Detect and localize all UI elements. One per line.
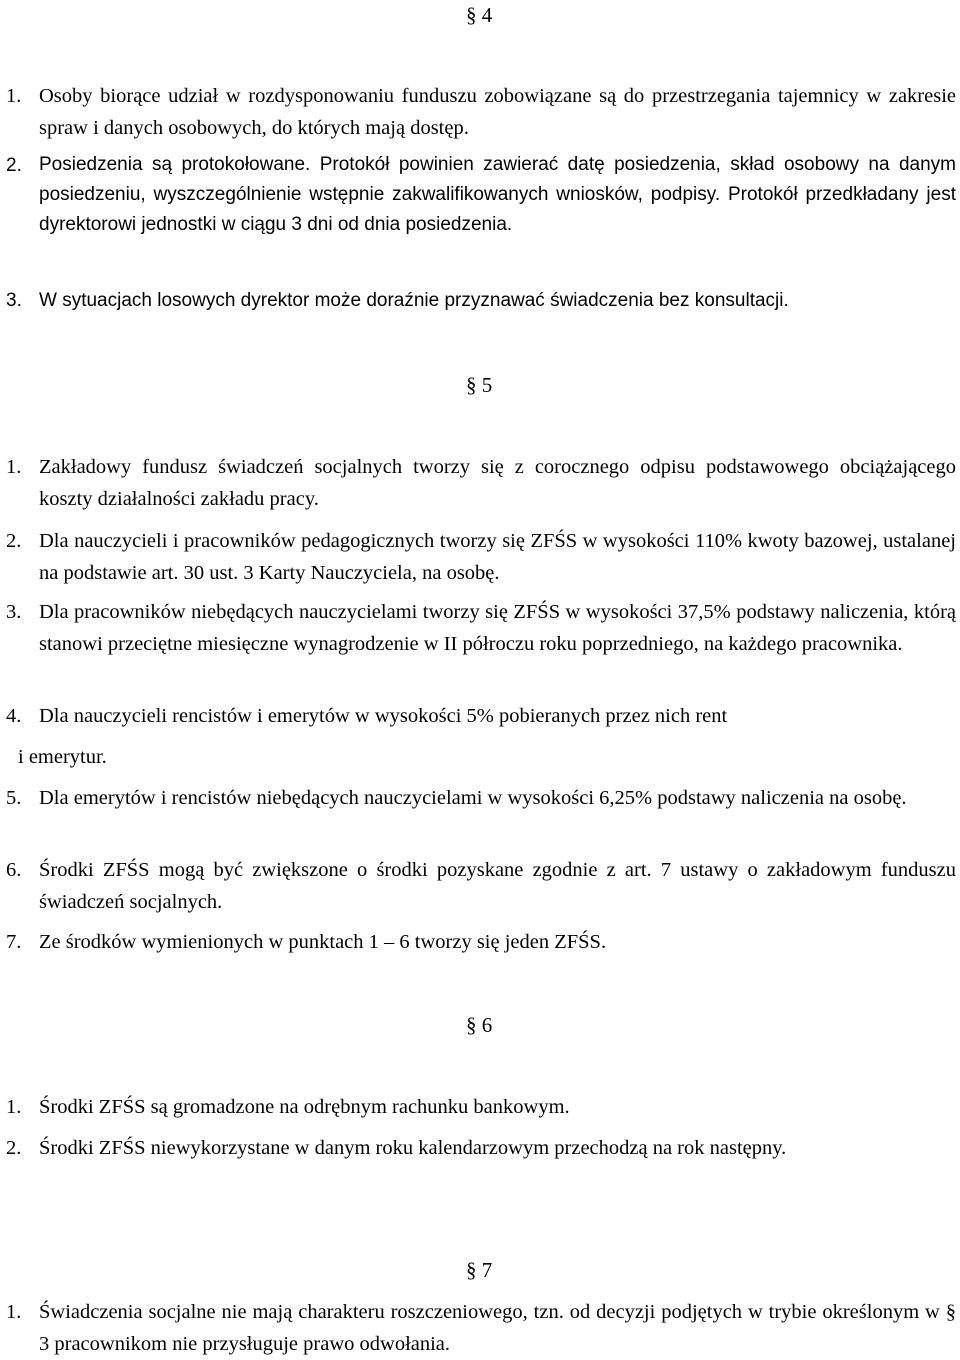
item-number: 1. [6, 456, 22, 478]
item-text: Środki ZFŚS niewykorzystane w danym roku kalendarzowym przechodzą na rok następny. [39, 1137, 787, 1159]
item-text: Osoby biorące udział w rozdysponowaniu funduszu zobowiązane są do przestrzegania tajemnicy w zakresie spraw i danych osobowych, do których mają dostęp. [39, 85, 956, 139]
list-item [6, 451, 956, 515]
item-text: Posiedzenia są protokołowane. Protokół powinien zawierać datę posiedzenia, skład osobowy na danym posiedzeniu, wyszczególnienie wstępnie zakwalifikowanych wniosków, podpisy. Protokół przedkładany jest dyrektorowi jednostki w ciągu 3 dni od dnia posiedzenia. [39, 154, 956, 235]
list-item [6, 80, 956, 144]
list-item [6, 1132, 956, 1164]
section-heading: § 7 [466, 1258, 493, 1282]
item-text: Zakładowy fundusz świadczeń socjalnych tworzy się z corocznego odpisu podstawowego obciążającego koszty działalności zakładu pracy. [39, 456, 956, 510]
item-text: i emerytur. [18, 746, 107, 768]
item-text: Środki ZFŚS mogą być zwiększone o środki pozyskane zgodnie z art. 7 ustawy o zakładowym funduszu świadczeń socjalnych. [39, 859, 956, 913]
item-number: 1. [6, 85, 22, 107]
section-heading: § 5 [466, 373, 493, 397]
section-heading: § 4 [466, 3, 493, 27]
item-text: Dla pracowników niebędących nauczycielami tworzy się ZFŚS w wysokości 37,5% podstawy naliczenia, którą stanowi przeciętne miesięczne wynagrodzenie w II półroczu roku poprzedniego, na każdego pracownika. [39, 601, 956, 655]
list-item [6, 285, 956, 317]
list-item [6, 1091, 956, 1123]
item-number: 6. [6, 859, 22, 881]
list-item [6, 1296, 956, 1360]
item-number: 1. [6, 1096, 22, 1118]
item-text: Dla nauczycieli i pracowników pedagogicznych tworzy się ZFŚS w wysokości 110% kwoty bazowej, ustalanej na podstawie art. 30 ust. 3 Karty Nauczyciela, na osobę. [39, 530, 956, 584]
item-number: 2. [6, 530, 22, 552]
item-text: Świadczenia socjalne nie mają charakteru roszczeniowego, tzn. od decyzji podjętych w trybie określonym w § 3 pracownikom nie przysługuje prawo odwołania. [39, 1301, 956, 1355]
item-number: 2. [6, 155, 22, 176]
list-item [6, 854, 956, 918]
item-number: 1. [6, 1301, 22, 1323]
list-item [6, 782, 956, 814]
item-number: 3. [6, 290, 22, 311]
item-number: 7. [6, 931, 22, 953]
item-text: Ze środków wymienionych w punktach 1 – 6 tworzy się jeden ZFŚS. [39, 931, 607, 953]
item-number: 2. [6, 1137, 22, 1159]
item-text: Dla nauczycieli rencistów i emerytów w wysokości 5% pobieranych przez nich rent [39, 705, 728, 727]
item-text: Dla emerytów i rencistów niebędących nauczycielami w wysokości 6,25% podstawy naliczenia na osobę. [39, 787, 907, 809]
list-item [6, 525, 956, 589]
item-number: 5. [6, 787, 22, 809]
list-item [6, 700, 956, 732]
list-item [6, 596, 956, 660]
section-heading: § 6 [466, 1013, 493, 1037]
item-text: Środki ZFŚS są gromadzone na odrębnym rachunku bankowym. [39, 1096, 570, 1118]
item-number: 4. [6, 705, 22, 727]
list-item-continuation [6, 741, 956, 773]
list-item [6, 926, 956, 958]
item-number: 3. [6, 601, 22, 623]
list-item [6, 150, 956, 240]
item-text: W sytuacjach losowych dyrektor może doraźnie przyznawać świadczenia bez konsultacji. [39, 290, 789, 311]
